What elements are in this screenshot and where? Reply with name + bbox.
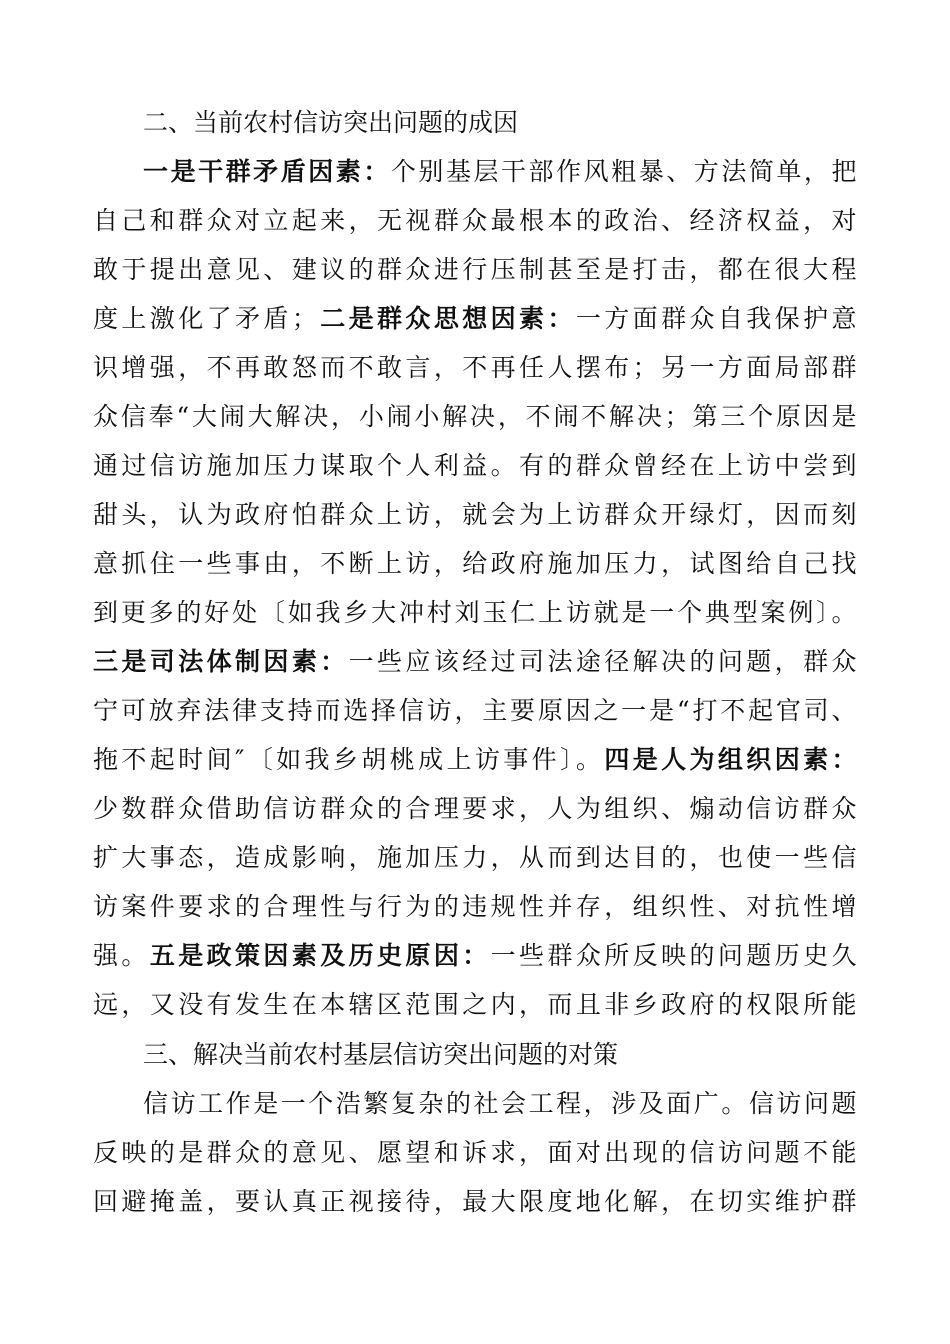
cause-text-5: 一些群众所反映的问题历史久远，又没有发生在本辖区范围之内，而且非乡政府的权限所能 — [93, 941, 859, 1019]
cause-label-1: 一是干群矛盾因素： — [143, 157, 391, 186]
cause-text-4: 少数群众借助信访群众的合理要求，人为组织、煽动信访群众扩大事态，造成影响，施加压力，从而到达目的，也使一些信访案件要求的合理性与行为的违规性并存，组织性、对抗性增强。 — [93, 794, 859, 970]
cause-label-5: 五是政策因素及历史原因： — [149, 941, 491, 970]
causes-paragraph — [93, 147, 859, 1027]
countermeasures-text: 信访工作是一个浩繁复杂的社会工程，涉及面广。信访问题反映的是群众的意见、愿望和诉求，面对出现的信访问题不能回避掩盖，要认真正视接待，最大限度地化解，在切实维护群 — [93, 1089, 859, 1216]
countermeasures-paragraph — [93, 1079, 859, 1226]
cause-text-1: 个别基层干部作风粗暴、方法简单，把自己和群众对立起来，无视群众最根本的政治、经济权益，对敢于提出意见、建议的群众进行压制甚至是打击，都在很大程度上激化了矛盾； — [93, 157, 859, 333]
cause-label-4: 四是人为组织因素： — [604, 745, 859, 774]
section-heading-countermeasures: 三、解决当前农村基层信访突出问题的对策 — [143, 1040, 619, 1069]
cause-text-2: 一方面群众自我保护意识增强，不再敢怒而不敢言，不再任人摆布；另一方面局部群众信奉“大闹大解决，小闹小解决，不闹不解决；第三个原因是通过信访施加压力谋取个人利益。有的群众曾经在上访中尝到甜头，认为政府怕群众上访，就会为上访群众开绿灯，因而刻意抓住一些事由，不断上访，给政府施加压力，试图给自己找到更多的好处〔如我乡大冲村刘玉仁上访就是一个典型案例〕。 — [93, 304, 859, 627]
section-heading-causes: 二、当前农村信访突出问题的成因 — [143, 108, 519, 137]
cause-label-3: 三是司法体制因素： — [93, 647, 349, 676]
cause-label-2: 二是群众思想因素： — [319, 304, 576, 333]
cause-text-3: 一些应该经过司法途径解决的问题，群众宁可放弃法律支持而选择信访，主要原因之一是“打不起官司、拖不起时间″〔如我乡胡桃成上访事件〕。 — [93, 647, 859, 774]
